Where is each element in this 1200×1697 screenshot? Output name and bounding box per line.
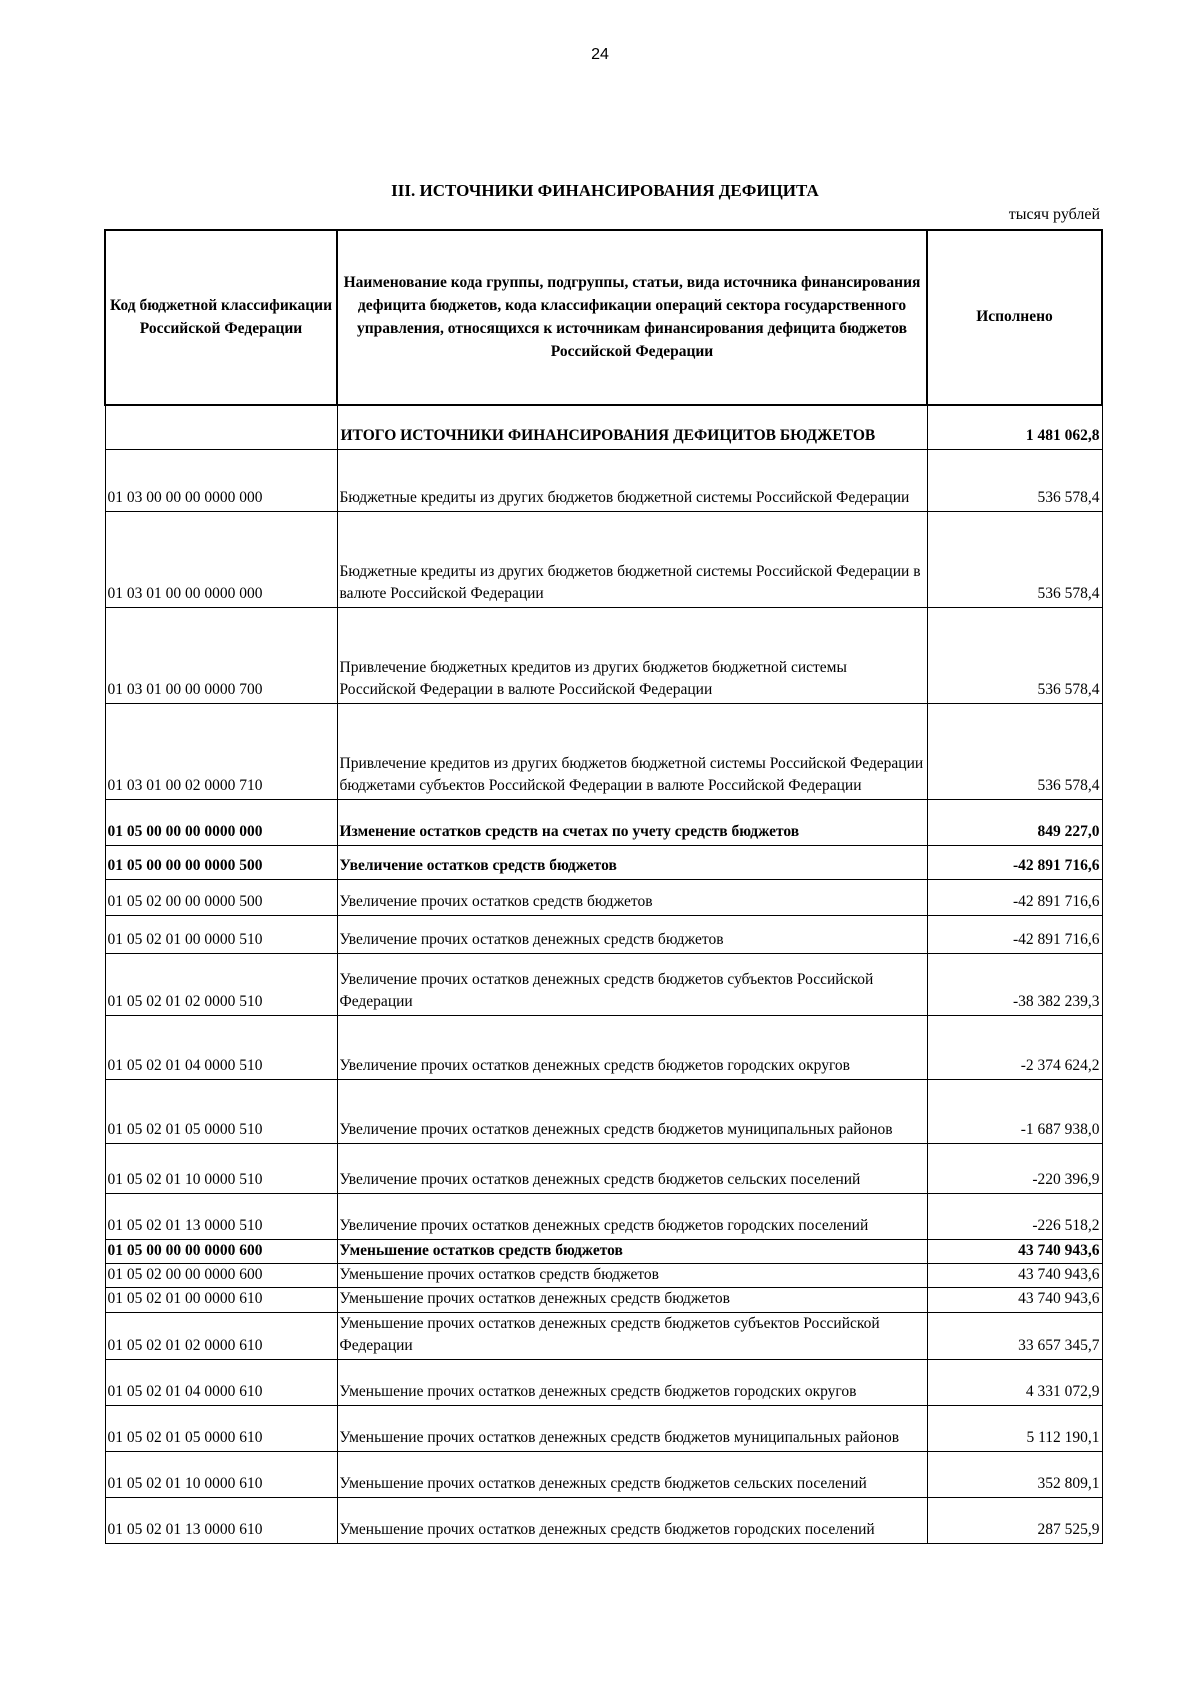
table-row [105, 511, 1102, 607]
row-name: Увеличение прочих остатков денежных средств бюджетов городских округов [337, 1015, 927, 1079]
row-code: 01 05 00 00 00 0000 000 [105, 799, 337, 845]
row-amount: -2 374 624,2 [927, 1015, 1102, 1079]
row-amount: 43 740 943,6 [927, 1239, 1102, 1263]
row-amount: 43 740 943,6 [927, 1263, 1102, 1287]
row-code: 01 05 02 01 05 0000 510 [105, 1079, 337, 1143]
row-name: Уменьшение прочих остатков денежных средств бюджетов городских округов [337, 1359, 927, 1405]
table-row [105, 1451, 1102, 1497]
row-amount: 1 481 062,8 [927, 405, 1102, 449]
table-row [105, 1193, 1102, 1239]
table-row [105, 1497, 1102, 1543]
row-code: 01 05 02 01 02 0000 610 [105, 1312, 337, 1359]
row-amount: -38 382 239,3 [927, 953, 1102, 1015]
row-amount: 5 112 190,1 [927, 1405, 1102, 1451]
row-amount: 33 657 345,7 [927, 1312, 1102, 1359]
header-amount: Исполнено [927, 230, 1102, 405]
row-name: Уменьшение прочих остатков средств бюджетов [337, 1263, 927, 1287]
row-code: 01 03 01 00 00 0000 700 [105, 607, 337, 703]
row-name: Увеличение остатков средств бюджетов [337, 845, 927, 879]
row-code: 01 05 02 01 05 0000 610 [105, 1405, 337, 1451]
row-amount: 43 740 943,6 [927, 1288, 1102, 1312]
table-row [105, 1288, 1102, 1312]
header-name: Наименование кода группы, подгруппы, статьи, вида источника финансирования дефицита бюджетов, кода классификации операций сектора государственного управления, относящихся к источникам финансирования дефицита бюджетов Российской Федерации [337, 230, 927, 405]
row-code [105, 405, 337, 449]
row-name: Уменьшение прочих остатков денежных средств бюджетов [337, 1288, 927, 1312]
row-amount: 536 578,4 [927, 511, 1102, 607]
table-row [105, 1079, 1102, 1143]
row-code: 01 05 02 00 00 0000 600 [105, 1263, 337, 1287]
row-amount: 536 578,4 [927, 449, 1102, 511]
table-row [105, 1312, 1102, 1359]
row-name: Увеличение прочих остатков денежных средств бюджетов городских поселений [337, 1193, 927, 1239]
row-amount: -220 396,9 [927, 1143, 1102, 1193]
row-name: Увеличение прочих остатков денежных средств бюджетов субъектов Российской Федерации [337, 953, 927, 1015]
row-name: Увеличение прочих остатков денежных средств бюджетов муниципальных районов [337, 1079, 927, 1143]
table-row [105, 799, 1102, 845]
row-name: Уменьшение прочих остатков денежных средств бюджетов субъектов Российской Федерации [337, 1312, 927, 1359]
row-code: 01 05 02 01 10 0000 610 [105, 1451, 337, 1497]
row-name: Уменьшение прочих остатков денежных средств бюджетов городских поселений [337, 1497, 927, 1543]
row-amount: 287 525,9 [927, 1497, 1102, 1543]
row-name: Увеличение прочих остатков средств бюджетов [337, 879, 927, 915]
row-amount: -42 891 716,6 [927, 879, 1102, 915]
table-row [105, 1143, 1102, 1193]
row-name: Привлечение кредитов из других бюджетов бюджетной системы Российской Федерации бюджетами субъектов Российской Федерации в валюте Российской Федерации [337, 703, 927, 799]
row-code: 01 05 02 00 00 0000 500 [105, 879, 337, 915]
row-name: Уменьшение прочих остатков денежных средств бюджетов муниципальных районов [337, 1405, 927, 1451]
row-code: 01 05 00 00 00 0000 600 [105, 1239, 337, 1263]
table-row [105, 703, 1102, 799]
row-amount: 4 331 072,9 [927, 1359, 1102, 1405]
table-row [105, 879, 1102, 915]
section-title: III. ИСТОЧНИКИ ФИНАНСИРОВАНИЯ ДЕФИЦИТА [391, 181, 819, 200]
table-row [105, 915, 1102, 953]
row-amount: -226 518,2 [927, 1193, 1102, 1239]
table-row [105, 449, 1102, 511]
row-amount: 849 227,0 [927, 799, 1102, 845]
row-name: Бюджетные кредиты из других бюджетов бюджетной системы Российской Федерации в валюте Российской Федерации [337, 511, 927, 607]
row-code: 01 05 02 01 00 0000 610 [105, 1288, 337, 1312]
table-row [105, 405, 1102, 449]
row-name: Бюджетные кредиты из других бюджетов бюджетной системы Российской Федерации [337, 449, 927, 511]
table-row [105, 1263, 1102, 1287]
row-code: 01 05 02 01 10 0000 510 [105, 1143, 337, 1193]
table-row [105, 953, 1102, 1015]
header-code: Код бюджетной классификации Российской Федерации [105, 230, 337, 405]
row-amount: -42 891 716,6 [927, 845, 1102, 879]
row-code: 01 03 01 00 02 0000 710 [105, 703, 337, 799]
row-amount: -1 687 938,0 [927, 1079, 1102, 1143]
row-code: 01 05 02 01 13 0000 610 [105, 1497, 337, 1543]
table-row [105, 1405, 1102, 1451]
row-name: Уменьшение прочих остатков денежных средств бюджетов сельских поселений [337, 1451, 927, 1497]
row-code: 01 05 02 01 04 0000 610 [105, 1359, 337, 1405]
row-code: 01 05 02 01 04 0000 510 [105, 1015, 337, 1079]
row-name: Увеличение прочих остатков денежных средств бюджетов сельских поселений [337, 1143, 927, 1193]
row-code: 01 05 02 01 00 0000 510 [105, 915, 337, 953]
table-row [105, 1015, 1102, 1079]
row-name: Увеличение прочих остатков денежных средств бюджетов [337, 915, 927, 953]
table-row [105, 607, 1102, 703]
row-code: 01 05 00 00 00 0000 500 [105, 845, 337, 879]
row-name: Уменьшение остатков средств бюджетов [337, 1239, 927, 1263]
row-amount: 536 578,4 [927, 607, 1102, 703]
units-label: тысяч рублей [1008, 206, 1100, 223]
row-name: Привлечение бюджетных кредитов из других бюджетов бюджетной системы Российской Федерации в валюте Российской Федерации [337, 607, 927, 703]
financing-sources-table [104, 229, 1103, 1544]
row-amount: -42 891 716,6 [927, 915, 1102, 953]
row-name: ИТОГО ИСТОЧНИКИ ФИНАНСИРОВАНИЯ ДЕФИЦИТОВ БЮДЖЕТОВ [337, 405, 927, 449]
row-amount: 352 809,1 [927, 1451, 1102, 1497]
table-row [105, 1359, 1102, 1405]
table-row [105, 1239, 1102, 1263]
row-code: 01 05 02 01 13 0000 510 [105, 1193, 337, 1239]
table-header-row [105, 230, 1102, 405]
row-code: 01 05 02 01 02 0000 510 [105, 953, 337, 1015]
page-number: 24 [591, 46, 609, 63]
row-code: 01 03 00 00 00 0000 000 [105, 449, 337, 511]
row-name: Изменение остатков средств на счетах по учету средств бюджетов [337, 799, 927, 845]
table-row [105, 845, 1102, 879]
row-code: 01 03 01 00 00 0000 000 [105, 511, 337, 607]
row-amount: 536 578,4 [927, 703, 1102, 799]
